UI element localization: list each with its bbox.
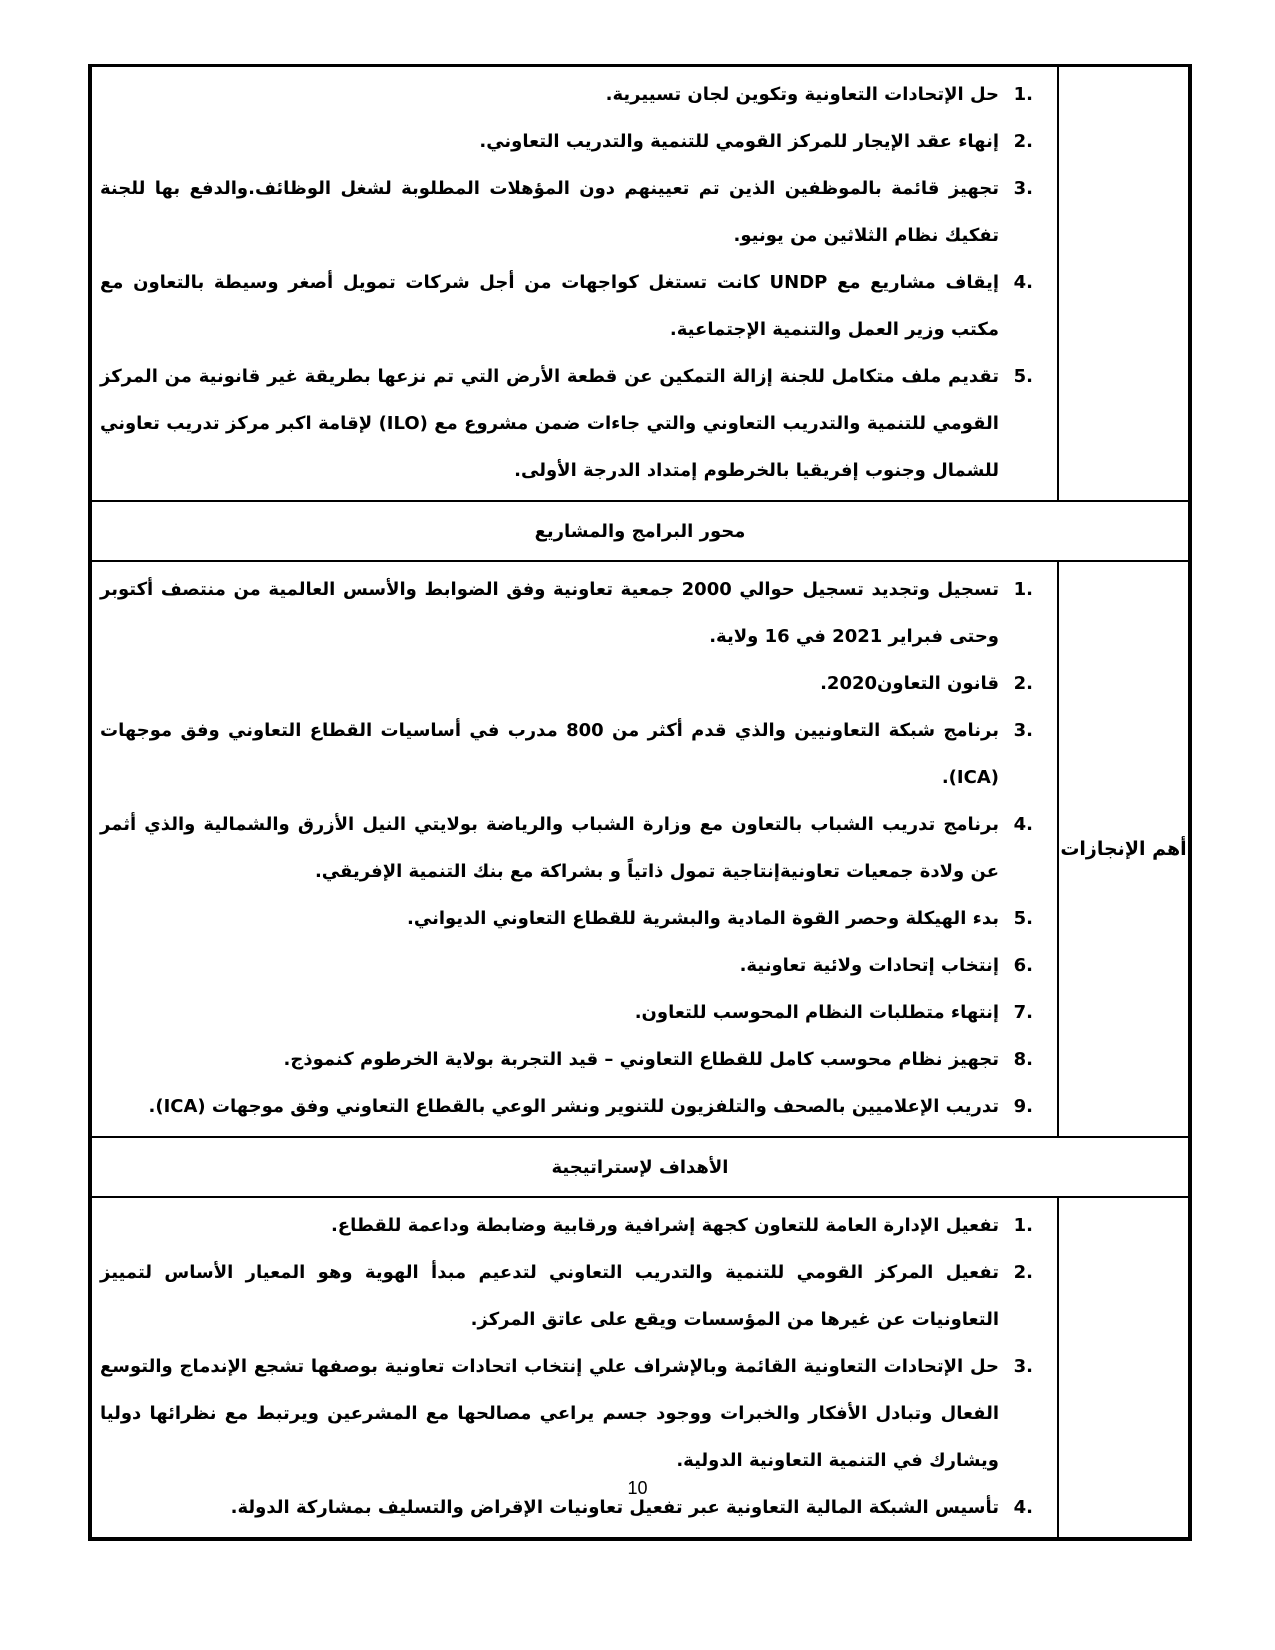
list-item-number: .1 [1013,1215,1033,1236]
section-a-list [100,71,1033,494]
list-item-number: .9 [1013,1096,1033,1117]
list-item [100,942,1033,989]
label-cell-empty [1058,66,1190,502]
page-number: 10 [627,1478,648,1498]
list-item-number: .4 [1013,814,1033,835]
list-item-number: .4 [1013,272,1033,293]
list-item [100,707,1033,801]
table-row [90,501,1190,561]
list-item [100,1343,1033,1484]
list-item-number: .5 [1013,908,1033,929]
list-item [100,259,1033,353]
list-item-number: .1 [1013,84,1033,105]
list-item [100,71,1033,118]
achievements-list [100,566,1033,1130]
list-item-text: قانون التعاون2020. [820,673,999,694]
list-item-number: .3 [1013,178,1033,199]
list-item-number: .2 [1013,673,1033,694]
list-item-text: حل الإتحادات التعاونية وتكوين لجان تسييرية. [605,84,999,105]
list-item-number: .4 [1013,1497,1033,1518]
strategy-header: الأهداف لإستراتيجية [90,1137,1190,1197]
list-item [100,801,1033,895]
list-item-number: .5 [1013,366,1033,387]
list-item-text: تجهيز قائمة بالموظفين الذين تم تعيينهم دون المؤهلات المطلوبة لشغل الوظائف.والدفع بها للجنة تفكيك نظام الثلاثين من يونيو. [100,178,999,246]
list-item-text: بدء الهيكلة وحصر القوة المادية والبشرية للقطاع التعاوني الديواني. [407,908,999,929]
list-item-text: تقديم ملف متكامل للجنة إزالة التمكين عن قطعة الأرض التي تم نزعها بطريقة غير قانونية من المركز القومي للتنمية والتدريب التعاوني والتي جاءات ضمن مشروع مع (ILO) لإقامة اكبر مركز تدريب تعاوني للشمال وجنوب إفريقيا بالخرطوم إمتداد الدرجة الأولى. [100,366,999,481]
list-item [100,1249,1033,1343]
list-item [100,989,1033,1036]
list-item-number: .8 [1013,1049,1033,1070]
list-item-text: إنهاء عقد الإيجار للمركز القومي للتنمية والتدريب التعاوني. [479,131,999,152]
list-item [100,353,1033,494]
achievements-label: أهم الإنجازات [1058,561,1190,1137]
list-item-text: إيقاف مشاريع مع UNDP كانت تستغل كواجهات من أجل شركات تمويل أصغر وسيطة بالتعاون مع مكتب وزير العمل والتنمية الإجتماعية. [100,272,999,340]
list-item [100,118,1033,165]
list-item [100,566,1033,660]
table-row [90,66,1190,502]
list-item-text: تفعيل المركز القومي للتنمية والتدريب التعاوني لتدعيم مبدأ الهوية وهو المعيار الأساس لتمييز التعاونيات عن غيرها من المؤسسات ويقع على عاتق المركز. [100,1262,999,1330]
list-item [100,165,1033,259]
list-item-number: .6 [1013,955,1033,976]
list-item-text: تفعيل الإدارة العامة للتعاون كجهة إشرافية ورقابية وضابطة وداعمة للقطاع. [330,1215,999,1236]
list-item [100,1036,1033,1083]
list-item [100,660,1033,707]
table-row [90,1137,1190,1197]
list-item-number: .1 [1013,579,1033,600]
list-item-text: إنتخاب إتحادات ولائية تعاونية. [739,955,999,976]
list-item-text: تجهيز نظام محوسب كامل للقطاع التعاوني – قيد التجربة بولاية الخرطوم كنموذج. [283,1049,999,1070]
list-item-text: برنامج شبكة التعاونيين والذي قدم أكثر من 800 مدرب في أساسيات القطاع التعاوني وفق موجهات (ICA). [100,720,999,788]
list-item-text: تدريب الإعلاميين بالصحف والتلفزيون للتنوير ونشر الوعي بالقطاع التعاوني وفق موجهات (ICA). [148,1096,999,1117]
list-item-text: إنتهاء متطلبات النظام المحوسب للتعاون. [634,1002,999,1023]
section-a-cell [90,66,1058,502]
list-item [100,895,1033,942]
list-item-text: تأسيس الشبكة المالية التعاونية عبر تفعيل تعاونيات الإقراض والتسليف بمشاركة الدولة. [230,1497,999,1518]
document-table [88,64,1192,1541]
table-row [90,561,1190,1137]
list-item [100,1202,1033,1249]
list-item-number: .2 [1013,1262,1033,1283]
achievements-cell [90,561,1058,1137]
list-item-number: .3 [1013,720,1033,741]
list-item-number: .3 [1013,1356,1033,1377]
list-item-number: .2 [1013,131,1033,152]
programs-header: محور البرامج والمشاريع [90,501,1190,561]
list-item-text: برنامج تدريب الشباب بالتعاون مع وزارة الشباب والرياضة بولايتي النيل الأزرق والشمالية والذي أثمر عن ولادة جمعيات تعاونيةإنتاجية تمول ذاتياً و بشراكة مع بنك التنمية الإفريقي. [100,814,999,882]
list-item-text: تسجيل وتجديد تسجيل حوالي 2000 جمعية تعاونية وفق الضوابط والأسس العالمية من منتصف أكتوبر وحتى فبراير 2021 في 16 ولاية. [100,579,999,647]
list-item [100,1083,1033,1130]
list-item-text: حل الإتحادات التعاونية القائمة وبالإشراف علي إنتخاب اتحادات تعاونية بوصفها تشجع الإندماج والتوسع الفعال وتبادل الأفكار والخبرات ووجود جسم يراعي مصالحها مع المشرعين ويرتبط مع نظرائها دوليا ويشارك في التنمية التعاونية الدولية. [100,1356,999,1471]
list-item-number: .7 [1013,1002,1033,1023]
